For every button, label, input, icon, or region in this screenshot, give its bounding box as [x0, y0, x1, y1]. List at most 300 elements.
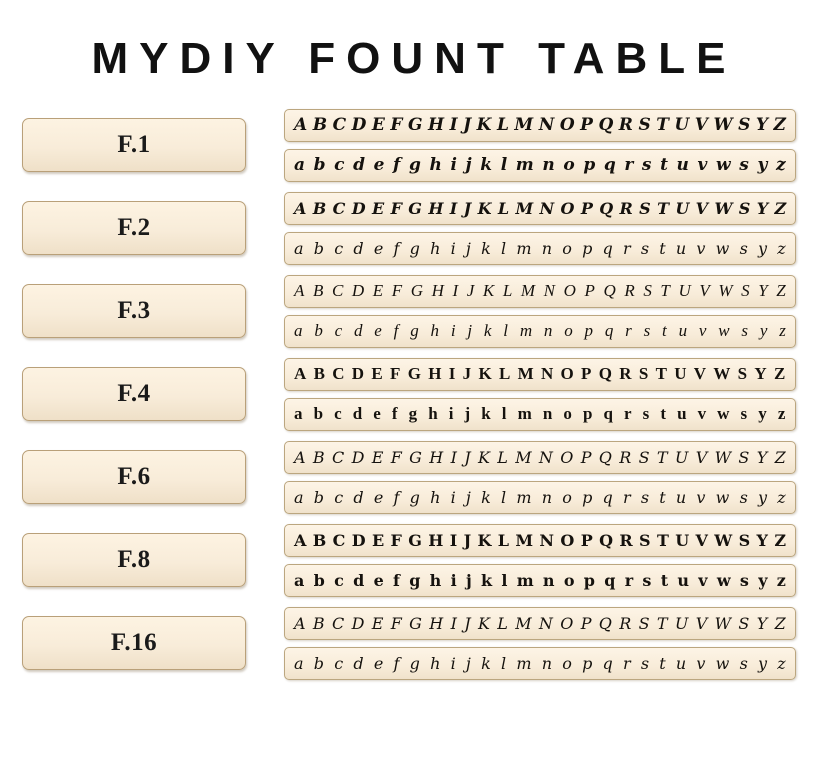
glyph: S — [639, 530, 651, 550]
glyph: Z — [774, 198, 786, 218]
glyph: d — [353, 653, 364, 673]
glyph: O — [560, 198, 575, 218]
font-sample-uppercase — [284, 109, 796, 142]
glyph: Q — [603, 281, 616, 300]
glyph: Y — [754, 364, 768, 383]
glyph: A — [294, 281, 305, 300]
glyph: V — [693, 364, 707, 383]
glyph: W — [714, 198, 733, 218]
glyph: w — [716, 155, 731, 175]
glyph: T — [655, 364, 668, 383]
glyph: M — [515, 198, 533, 218]
glyph: i — [450, 321, 456, 340]
glyph: y — [759, 321, 768, 340]
glyph: f — [393, 321, 399, 340]
glyph: u — [675, 487, 687, 507]
glyph: J — [463, 198, 471, 218]
glyph: J — [464, 613, 471, 633]
glyph: l — [503, 321, 509, 340]
glyph: M — [515, 447, 532, 467]
glyph: s — [641, 155, 652, 175]
glyph: L — [502, 281, 513, 300]
glyph: e — [373, 155, 385, 175]
glyph: A — [294, 447, 306, 467]
glyph: Z — [773, 115, 786, 135]
glyph: M — [514, 115, 534, 135]
glyph: c — [334, 404, 343, 423]
glyph: l — [501, 570, 508, 590]
glyph: t — [659, 238, 666, 258]
glyph: T — [656, 530, 669, 550]
glyph: A — [294, 198, 307, 218]
glyph: d — [353, 570, 365, 590]
glyph: w — [715, 238, 730, 258]
glyph: k — [483, 321, 492, 340]
glyph: k — [481, 653, 491, 673]
glyph: A — [294, 364, 307, 383]
glyph: A — [294, 115, 308, 135]
glyph: f — [393, 155, 401, 175]
glyph: s — [642, 570, 652, 590]
glyph: q — [602, 653, 613, 673]
glyph: p — [582, 653, 593, 673]
glyph: t — [660, 404, 667, 423]
glyph: U — [674, 447, 689, 467]
glyph: e — [373, 570, 384, 590]
glyph: d — [353, 155, 365, 175]
glyph: j — [465, 570, 472, 590]
glyph: I — [450, 447, 457, 467]
glyph: j — [464, 404, 471, 423]
glyph: G — [408, 198, 422, 218]
glyph: q — [602, 238, 613, 258]
font-label-text: F.8 — [117, 546, 151, 573]
font-label-text: F.16 — [110, 629, 158, 656]
glyph: z — [777, 238, 786, 258]
glyph: N — [538, 447, 553, 467]
glyph: R — [624, 281, 635, 300]
glyph: e — [374, 321, 382, 340]
glyph: W — [713, 115, 733, 135]
glyph: B — [312, 281, 324, 300]
glyph: C — [332, 530, 346, 550]
glyph: G — [408, 115, 423, 135]
glyph: L — [497, 447, 508, 467]
glyph: h — [430, 238, 441, 258]
glyph: t — [662, 321, 667, 340]
glyph: G — [409, 613, 423, 633]
glyph: B — [312, 613, 325, 633]
glyph: z — [775, 155, 786, 175]
glyph: V — [695, 447, 708, 467]
glyph: s — [739, 238, 748, 258]
glyph: f — [393, 653, 400, 673]
glyph: J — [463, 530, 471, 550]
glyph: V — [695, 198, 708, 218]
glyph: g — [409, 570, 421, 590]
glyph: M — [515, 613, 532, 633]
glyph: K — [476, 115, 492, 135]
glyph: b — [313, 570, 325, 590]
font-rows-container — [0, 106, 816, 682]
glyph: S — [737, 364, 748, 383]
glyph: a — [294, 653, 304, 673]
glyph: U — [678, 281, 691, 300]
font-row — [22, 604, 796, 682]
glyph: P — [580, 613, 592, 633]
font-label-plate-f16[interactable] — [22, 616, 246, 670]
glyph: P — [580, 530, 593, 550]
glyph: i — [450, 570, 457, 590]
glyph: T — [656, 115, 669, 135]
glyph: M — [515, 530, 533, 550]
glyph: m — [516, 487, 532, 507]
glyph: F — [391, 281, 403, 300]
glyph: R — [618, 115, 633, 135]
font-row — [22, 272, 796, 350]
glyph: o — [563, 155, 575, 175]
glyph: w — [716, 570, 731, 590]
glyph: R — [619, 613, 632, 633]
glyph: c — [334, 155, 345, 175]
glyph: M — [520, 281, 536, 300]
glyph: H — [428, 115, 445, 135]
glyph: K — [478, 364, 493, 383]
glyph: Z — [774, 364, 786, 383]
glyph: j — [465, 238, 471, 258]
glyph: N — [538, 115, 555, 135]
glyph: E — [371, 530, 384, 550]
glyph: I — [452, 281, 459, 300]
glyph: N — [539, 198, 554, 218]
font-row — [22, 355, 796, 433]
glyph: e — [373, 487, 384, 507]
glyph: G — [410, 281, 424, 300]
glyph: W — [714, 447, 732, 467]
font-label-text: F.6 — [117, 463, 151, 490]
font-label-text: F.3 — [117, 297, 151, 324]
glyph: Q — [599, 198, 613, 218]
page-title: MYDIY FOUNT TABLE — [91, 34, 737, 83]
font-sample-lowercase — [284, 398, 796, 431]
glyph: o — [563, 570, 575, 590]
font-sample-strips — [284, 524, 796, 597]
glyph: p — [582, 404, 593, 423]
glyph: C — [332, 198, 346, 218]
glyph: F — [390, 447, 402, 467]
glyph: L — [497, 530, 509, 550]
glyph: Q — [598, 364, 613, 383]
glyph: f — [393, 238, 400, 258]
glyph: F — [390, 530, 402, 550]
glyph: O — [560, 447, 574, 467]
glyph: I — [450, 613, 458, 633]
glyph: E — [371, 115, 385, 135]
glyph: i — [450, 487, 456, 507]
glyph: S — [741, 281, 750, 300]
glyph: f — [393, 570, 400, 590]
glyph: D — [351, 613, 365, 633]
glyph: w — [715, 653, 730, 673]
glyph: n — [542, 404, 553, 423]
glyph: t — [660, 570, 668, 590]
glyph: b — [313, 487, 324, 507]
glyph: s — [739, 570, 749, 590]
glyph: z — [777, 404, 786, 423]
glyph: I — [449, 530, 458, 550]
glyph: U — [674, 364, 687, 383]
glyph: a — [294, 487, 304, 507]
glyph: m — [515, 155, 534, 175]
glyph: b — [313, 238, 324, 258]
font-label-plate-f3[interactable] — [22, 284, 246, 338]
glyph: U — [675, 198, 689, 218]
glyph: y — [757, 653, 768, 673]
font-label-plate-f8[interactable] — [22, 533, 246, 587]
glyph: F — [390, 198, 402, 218]
glyph: s — [640, 653, 650, 673]
glyph: l — [501, 238, 507, 258]
glyph: T — [660, 281, 670, 300]
glyph: F — [390, 364, 401, 383]
font-label-text: F.2 — [117, 214, 151, 241]
glyph: C — [331, 613, 345, 633]
glyph: e — [373, 404, 382, 423]
glyph: E — [372, 281, 384, 300]
font-sample-uppercase — [284, 441, 796, 474]
glyph: H — [428, 530, 444, 550]
glyph: S — [738, 613, 750, 633]
glyph: H — [431, 281, 444, 300]
glyph: E — [371, 613, 384, 633]
glyph: m — [516, 238, 532, 258]
glyph: O — [560, 530, 575, 550]
glyph: n — [541, 653, 553, 673]
glyph: j — [465, 155, 472, 175]
glyph: y — [757, 155, 768, 175]
glyph: u — [677, 570, 689, 590]
glyph: U — [675, 530, 689, 550]
glyph: Q — [598, 613, 613, 633]
glyph: u — [675, 653, 687, 673]
glyph: D — [351, 281, 365, 300]
glyph: Y — [755, 115, 769, 135]
glyph: N — [540, 364, 554, 383]
glyph: D — [351, 530, 366, 550]
glyph: K — [477, 198, 492, 218]
glyph: P — [580, 115, 593, 135]
glyph: S — [638, 364, 649, 383]
glyph: L — [497, 613, 509, 633]
glyph: v — [697, 404, 707, 423]
glyph: v — [698, 321, 707, 340]
glyph: W — [714, 613, 732, 633]
glyph: S — [638, 115, 651, 135]
font-sample-lowercase — [284, 481, 796, 514]
glyph: v — [698, 570, 708, 590]
font-label-plate-f6[interactable] — [22, 450, 246, 504]
glyph: C — [331, 447, 345, 467]
glyph: v — [697, 155, 708, 175]
font-label-plate-f2[interactable] — [22, 201, 246, 255]
font-label-plate-f4[interactable] — [22, 367, 246, 421]
glyph: l — [501, 404, 507, 423]
glyph: o — [562, 487, 572, 507]
glyph: n — [542, 570, 555, 590]
glyph: s — [640, 238, 650, 258]
glyph: m — [516, 570, 534, 590]
glyph: t — [659, 487, 666, 507]
glyph: J — [466, 281, 475, 300]
glyph: k — [481, 570, 492, 590]
glyph: p — [582, 238, 593, 258]
glyph: B — [312, 530, 327, 550]
glyph: Y — [756, 530, 768, 550]
glyph: l — [501, 487, 507, 507]
glyph: t — [660, 155, 668, 175]
glyph: T — [656, 447, 668, 467]
glyph: q — [604, 570, 616, 590]
glyph: r — [622, 487, 631, 507]
glyph: q — [604, 321, 614, 340]
glyph: O — [560, 364, 575, 383]
glyph: p — [584, 321, 594, 340]
glyph: b — [314, 321, 323, 340]
glyph: c — [334, 238, 344, 258]
glyph: P — [580, 447, 592, 467]
glyph: i — [450, 653, 456, 673]
glyph: H — [428, 364, 442, 383]
glyph: J — [462, 364, 472, 383]
glyph: a — [294, 238, 304, 258]
glyph: u — [678, 321, 688, 340]
glyph: R — [619, 198, 633, 218]
glyph: C — [332, 115, 347, 135]
glyph: S — [638, 447, 650, 467]
glyph: Y — [756, 613, 768, 633]
glyph: K — [477, 530, 492, 550]
glyph: v — [696, 653, 706, 673]
glyph: h — [428, 404, 439, 423]
glyph: y — [758, 570, 768, 590]
glyph: W — [714, 530, 733, 550]
glyph: h — [430, 653, 441, 673]
glyph: s — [739, 653, 748, 673]
glyph: P — [584, 281, 595, 300]
glyph: m — [519, 321, 533, 340]
glyph: Y — [758, 281, 768, 300]
glyph: L — [496, 115, 509, 135]
glyph: c — [334, 653, 344, 673]
glyph: s — [739, 155, 749, 175]
glyph: D — [351, 364, 365, 383]
glyph: r — [625, 321, 632, 340]
glyph: k — [481, 487, 491, 507]
glyph: S — [738, 198, 751, 218]
glyph: R — [619, 364, 632, 383]
glyph: e — [373, 653, 384, 673]
glyph: y — [758, 404, 768, 423]
glyph: Z — [774, 447, 786, 467]
glyph: E — [371, 364, 384, 383]
glyph: F — [390, 115, 403, 135]
glyph: E — [371, 447, 384, 467]
glyph: D — [351, 447, 365, 467]
glyph: Y — [756, 198, 768, 218]
font-label-text: F.1 — [117, 131, 151, 158]
glyph: S — [738, 447, 750, 467]
glyph: s — [740, 404, 748, 423]
glyph: C — [332, 364, 345, 383]
glyph: R — [619, 530, 633, 550]
glyph: f — [393, 487, 400, 507]
font-sample-uppercase — [284, 358, 796, 391]
glyph: s — [741, 321, 749, 340]
glyph: S — [738, 530, 750, 550]
glyph: Z — [774, 613, 786, 633]
glyph: r — [624, 570, 633, 590]
glyph: f — [391, 404, 398, 423]
font-sample-strips — [284, 275, 796, 348]
glyph: v — [696, 487, 706, 507]
glyph: N — [543, 281, 556, 300]
glyph: Y — [756, 447, 768, 467]
glyph: O — [563, 281, 576, 300]
glyph: l — [500, 155, 508, 175]
font-sample-strips — [284, 607, 796, 680]
glyph: L — [497, 198, 509, 218]
glyph: O — [559, 115, 575, 135]
glyph: p — [582, 487, 593, 507]
glyph: z — [777, 653, 786, 673]
font-sample-uppercase — [284, 524, 796, 557]
glyph: d — [353, 321, 363, 340]
glyph: i — [448, 404, 454, 423]
glyph: c — [334, 321, 343, 340]
glyph: q — [603, 404, 614, 423]
glyph: J — [463, 115, 472, 135]
glyph: K — [477, 447, 490, 467]
glyph: j — [465, 653, 472, 673]
font-row — [22, 521, 796, 599]
glyph: V — [695, 613, 708, 633]
glyph: w — [715, 487, 730, 507]
font-label-plate-f1[interactable] — [22, 118, 246, 172]
glyph: k — [480, 155, 493, 175]
font-sample-strips — [284, 358, 796, 431]
glyph: B — [312, 447, 325, 467]
glyph: U — [674, 115, 690, 135]
glyph: a — [294, 321, 303, 340]
glyph: m — [516, 653, 532, 673]
glyph: c — [334, 570, 344, 590]
glyph: g — [408, 404, 418, 423]
glyph: G — [407, 364, 422, 383]
glyph: g — [409, 238, 420, 258]
font-row — [22, 189, 796, 267]
glyph: M — [517, 364, 535, 383]
glyph: N — [538, 613, 554, 633]
glyph: p — [583, 155, 596, 175]
glyph: K — [482, 281, 495, 300]
glyph: A — [294, 530, 307, 550]
font-sample-lowercase — [284, 647, 796, 680]
glyph: H — [429, 613, 444, 633]
glyph: v — [696, 238, 706, 258]
glyph: d — [353, 487, 364, 507]
glyph: n — [541, 487, 553, 507]
glyph: h — [429, 155, 442, 175]
